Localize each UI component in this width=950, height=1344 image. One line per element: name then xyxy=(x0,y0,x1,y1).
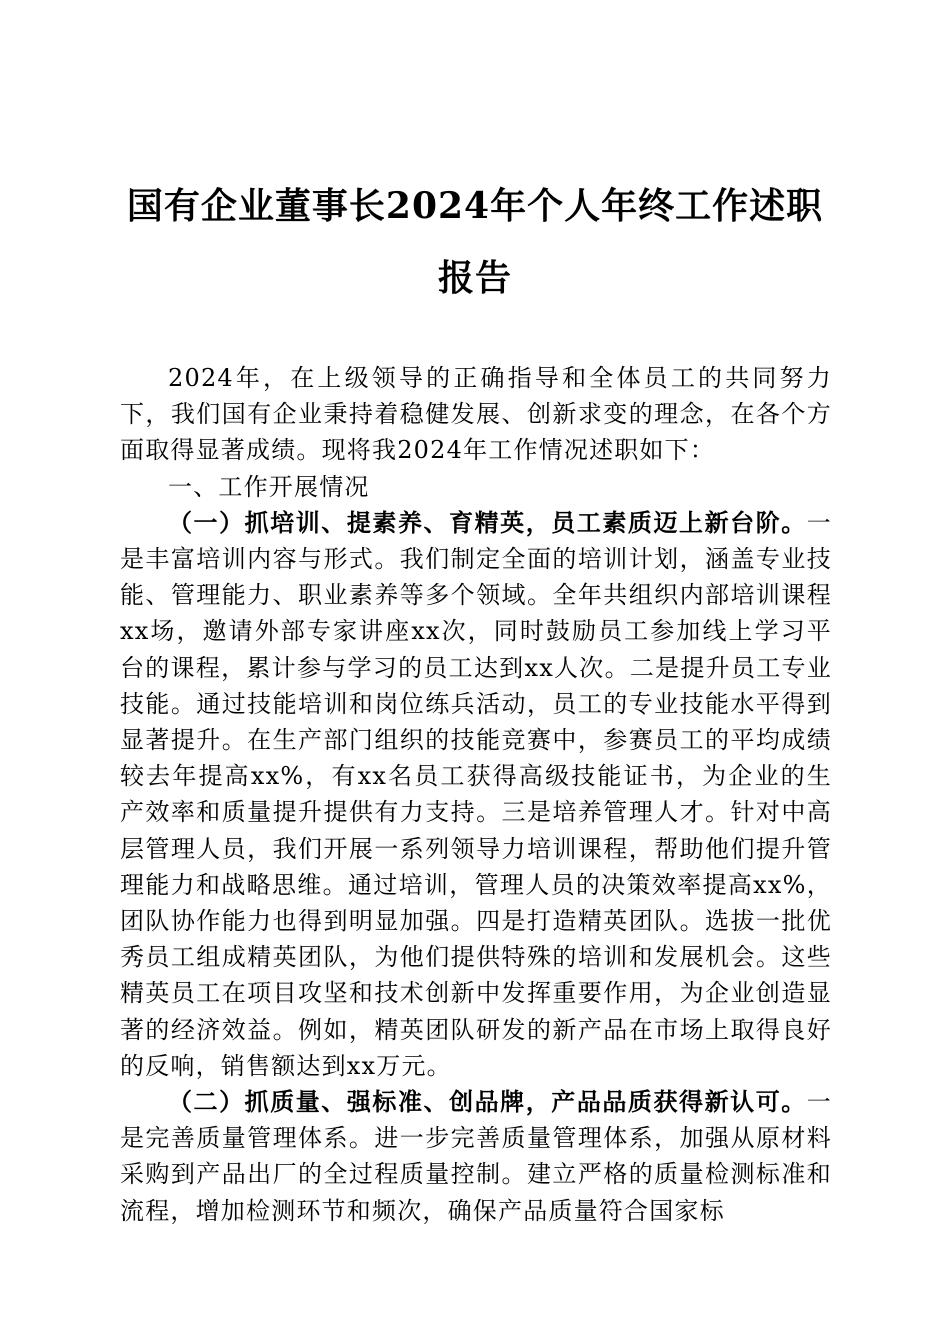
subsection-1-heading: （一）抓培训、提素养、育精英，员工素质迈上新台阶。 xyxy=(168,507,807,537)
document-title: 国有企业董事长2024年个人年终工作述职报告 xyxy=(126,185,824,299)
document-body xyxy=(120,360,832,1229)
subsection-2-heading: （二）抓质量、强标准、创品牌，产品品质获得新认可。 xyxy=(168,1087,807,1117)
section-heading: 一、工作开展情况 xyxy=(168,472,370,501)
subsection-1-body: 一是丰富培训内容与形式。我们制定全面的培训计划，涵盖专业技能、管理能力、职业素养等多个领域。全年共组织内部培训课程xx场，邀请外部专家讲座xx次，同时鼓励员工参加线上学习平台的课程，累计参与学习的员工达到xx人次。二是提升员工专业技能。通过技能培训和岗位练兵活动，员工的专业技能水平得到显著提升。在生产部门组织的技能竞赛中，参赛员工的平均成绩较去年提高xx%，有xx名员工获得高级技能证书，为企业的生产效率和质量提升提供有力支持。三是培养管理人才。针对中高层管理人员，我们开展一系列领导力培训课程，帮助他们提升管理能力和战略思维。通过培训，管理人员的决策效率提高xx%，团队协作能力也得到明显加强。四是打造精英团队。选拔一批优秀员工组成精英团队，为他们提供特殊的培训和发展机会。这些精英员工在项目攻坚和技术创新中发挥重要作用，为企业创造显著的经济效益。例如，精英团队研发的新产品在市场上取得良好的反响，销售额达到xx万元。 xyxy=(120,508,832,1080)
intro-paragraph: 2024年，在上级领导的正确指导和全体员工的共同努力下，我们国有企业秉持着稳健发展、创新求变的理念，在各个方面取得显著成绩。现将我2024年工作情况述职如下： xyxy=(120,364,832,465)
subsection-1-paragraph xyxy=(120,505,832,1084)
subsection-2-paragraph xyxy=(120,1084,832,1229)
subsection-2-body: 一是完善质量管理体系。进一步完善质量管理体系，加强从原材料采购到产品出厂的全过程质量控制。建立严格的质量检测标准和流程，增加检测环节和频次，确保产品质量符合国家标 xyxy=(120,1088,832,1225)
